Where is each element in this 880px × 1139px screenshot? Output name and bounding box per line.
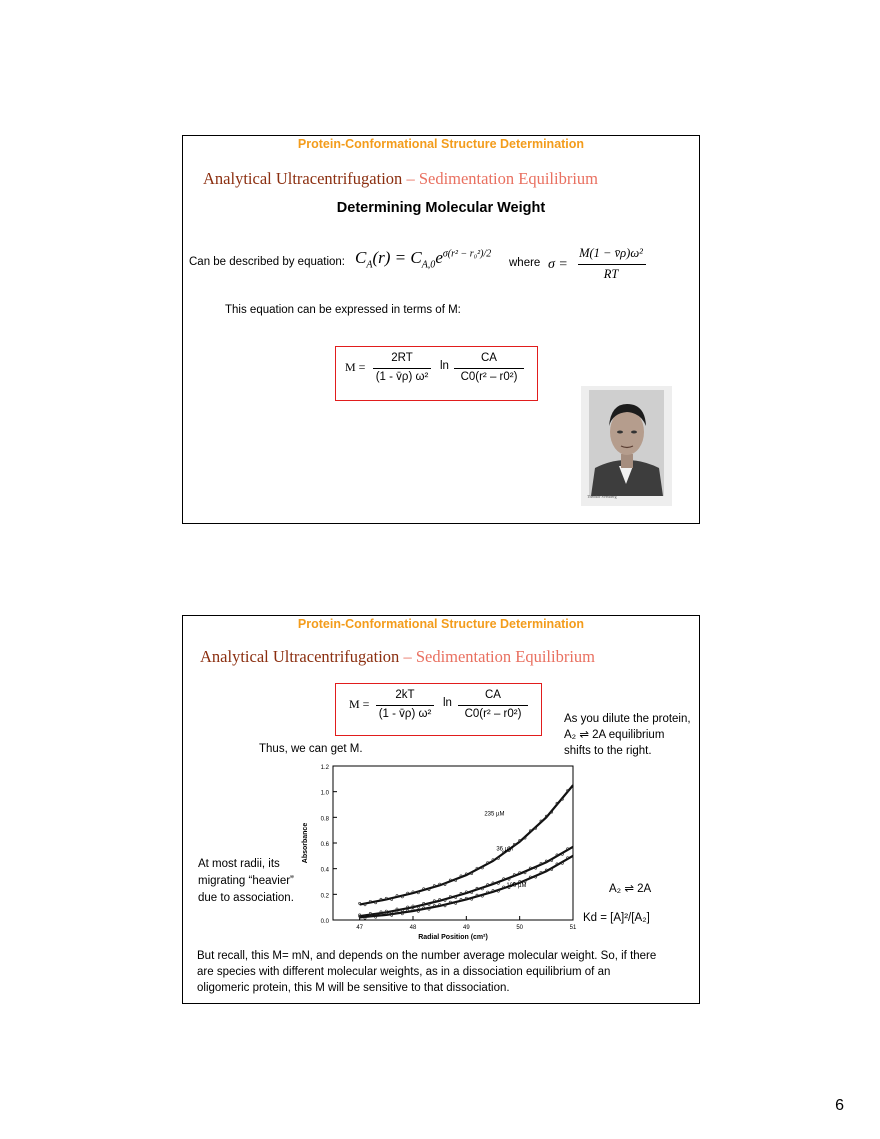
- kd-equation: Kd = [A]²/[A₂]: [583, 912, 650, 924]
- absorbance-chart: [293, 756, 583, 946]
- sigma-numerator: M(1 − v̄ρ)ω²: [579, 246, 643, 260]
- formula-ln: ln: [443, 697, 452, 709]
- formula-den1: (1 - v̄ρ) ω²: [375, 371, 429, 383]
- formula-den1: (1 - v̄ρ) ω²: [378, 708, 432, 720]
- title-main: Analytical Ultracentrifugation: [200, 647, 400, 666]
- slide-title: [200, 647, 595, 667]
- y-tick-label: 0.8: [320, 816, 329, 823]
- dilution-line-2: A₂ ⇌ 2A equilibrium: [564, 729, 665, 741]
- eq-arg: (r) = C: [372, 248, 422, 267]
- page-number: 6: [835, 1097, 844, 1114]
- sigma-denominator: RT: [603, 267, 619, 281]
- radii-line-2: migrating “heavier”: [198, 875, 294, 887]
- slide-1: [182, 135, 700, 524]
- series-label: 235 µM: [484, 811, 505, 818]
- eq-sub2: A,0: [421, 259, 436, 271]
- eq-lhs: C: [355, 248, 367, 267]
- bottom-line-1: But recall, this M= mN, and depends on the number average molecular weight. So, if there: [197, 950, 657, 962]
- x-tick-label: 48: [409, 925, 417, 931]
- svedberg-photo: [581, 386, 672, 506]
- expressed-text: This equation can be expressed in terms of M:: [225, 304, 461, 316]
- thus-text: Thus, we can get M.: [259, 743, 363, 755]
- eq-lhs-sub: A: [366, 259, 373, 271]
- y-axis-label: Absorbance: [302, 822, 309, 864]
- formula-ln: ln: [440, 360, 449, 372]
- eq-exp: σ(r² − r₀²)/2: [442, 248, 492, 260]
- formula-line2: [454, 368, 524, 369]
- formula-lhs: M =: [345, 360, 366, 374]
- equation-label: Can be described by equation:: [189, 256, 345, 268]
- series-line: [360, 847, 573, 916]
- x-axis-label: Radial Position (cm²): [418, 934, 488, 941]
- x-tick-label: 51: [569, 925, 577, 931]
- x-tick-label: 50: [516, 925, 524, 931]
- formula-den2: C0(r² – r0²): [464, 708, 522, 720]
- slide-title: [203, 169, 598, 189]
- bottom-line-3: oligomeric protein, this M will be sensitive to that dissociation.: [197, 982, 510, 994]
- formula-line1: [373, 368, 431, 369]
- slide-header: Protein-Conformational Structure Determination: [297, 617, 585, 631]
- formula-num1: 2RT: [391, 352, 413, 364]
- title-dash: –: [399, 647, 416, 666]
- formula-line2: [458, 705, 528, 706]
- formula-num2: CA: [485, 689, 501, 701]
- title-dash: –: [402, 169, 419, 188]
- formula-num1: 2kT: [395, 689, 415, 701]
- y-tick-label: 0.2: [320, 893, 329, 900]
- molecular-weight-formula-box: [335, 346, 538, 401]
- formula-num2: CA: [481, 352, 497, 364]
- bottom-line-2: are species with different molecular weights, as in a dissociation equilibrium of an: [197, 966, 611, 978]
- where-label: where: [509, 257, 541, 269]
- y-tick-label: 1.2: [320, 765, 329, 771]
- title-sub: Sedimentation Equilibrium: [418, 169, 599, 188]
- title-sub: Sedimentation Equilibrium: [415, 647, 596, 666]
- radii-line-1: At most radii, its: [198, 858, 280, 870]
- radii-note: [198, 856, 294, 907]
- dilution-note: [564, 711, 691, 759]
- equilibrium-text: A₂ ⇌ 2A: [609, 883, 652, 895]
- dilution-line-1: As you dilute the protein,: [564, 713, 691, 725]
- x-tick-label: 49: [462, 925, 470, 931]
- series-label: 36 µM: [496, 846, 514, 853]
- slide-2: [182, 615, 700, 1004]
- molecular-weight-formula-box: [335, 683, 542, 736]
- y-tick-label: 0.6: [320, 842, 329, 848]
- photo-caption: Theodor Svedberg: [587, 494, 617, 499]
- series-label: 100 µM: [506, 883, 527, 890]
- bottom-note: [197, 948, 656, 996]
- y-tick-label: 0.4: [320, 867, 329, 874]
- formula-den2: C0(r² – r0²): [460, 371, 518, 383]
- portrait-image: [581, 386, 672, 506]
- slide-subtitle: Determining Molecular Weight: [336, 200, 546, 216]
- slide-header: Protein-Conformational Structure Determination: [297, 137, 585, 151]
- sigma-fraction-line: [578, 264, 646, 265]
- formula-lhs: M =: [349, 697, 370, 711]
- concentration-equation: [355, 248, 491, 270]
- eq-e: e: [435, 248, 443, 267]
- x-tick-label: 47: [356, 925, 364, 931]
- y-tick-label: 0.0: [320, 919, 329, 925]
- radii-line-3: due to association.: [198, 892, 294, 904]
- title-main: Analytical Ultracentrifugation: [203, 169, 403, 188]
- formula-line1: [376, 705, 434, 706]
- dilution-line-3: shifts to the right.: [564, 745, 652, 757]
- sigma-lhs: σ =: [548, 257, 568, 272]
- y-tick-label: 1.0: [320, 790, 329, 797]
- series-line: [360, 785, 573, 904]
